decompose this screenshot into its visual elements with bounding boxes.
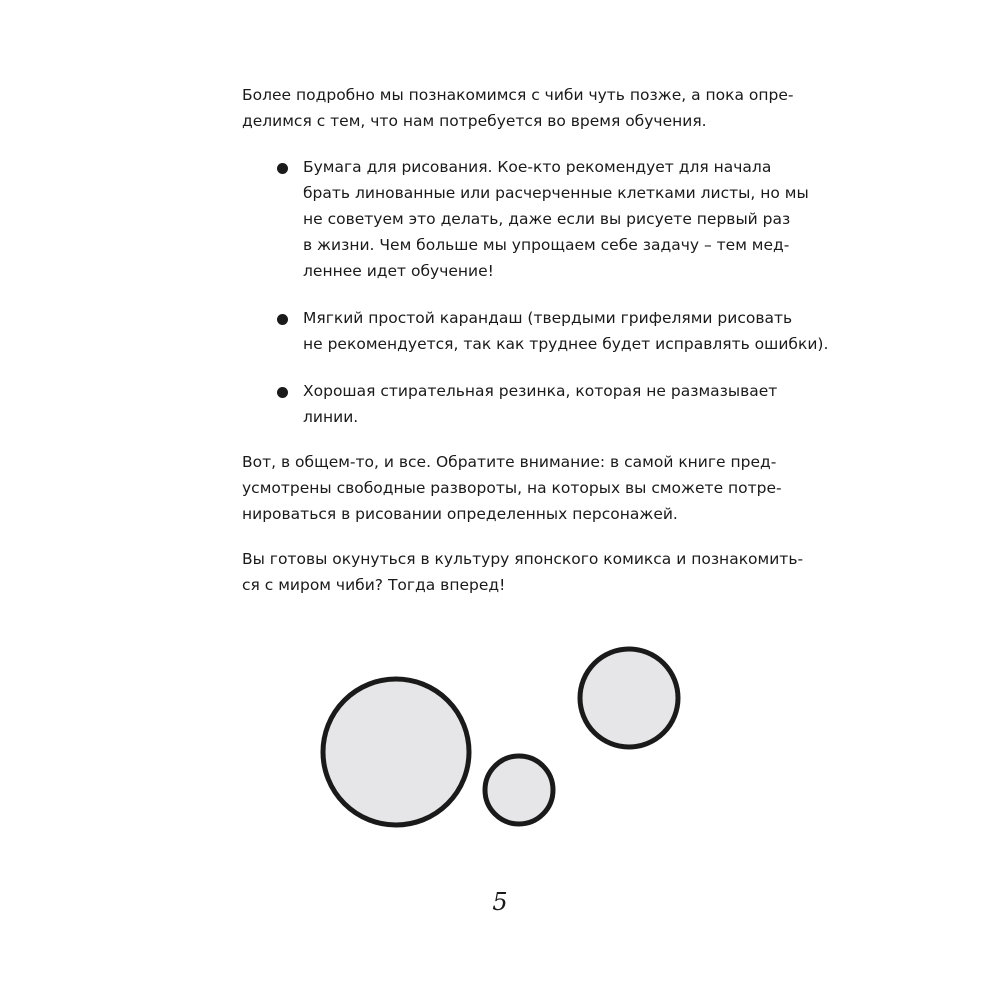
supplies-list <box>242 154 829 430</box>
text-line: не советуем это делать, даже если вы рисуете первый раз <box>303 210 791 228</box>
bullet-icon <box>277 387 288 398</box>
large-circle <box>323 679 469 825</box>
text-line: брать линованные или расчерченные клетками листы, но мы <box>303 184 809 202</box>
text-line: нироваться в рисовании определенных персонажей. <box>242 505 678 523</box>
conclusion-paragraph <box>242 449 782 527</box>
list-item-pencil <box>242 305 829 357</box>
text-line: леннее идет обучение! <box>303 262 494 280</box>
small-circle <box>485 756 553 824</box>
closing-paragraph <box>242 546 804 598</box>
text-line: Бумага для рисования. Кое-кто рекомендует для начала <box>303 158 772 176</box>
text-line: Мягкий простой карандаш (твердыми грифелями рисовать <box>303 309 793 327</box>
text-line: Вы готовы окунуться в культуру японского комикса и познакомить- <box>242 550 804 568</box>
bullet-icon <box>277 163 288 174</box>
text-line: делимся с тем, что нам потребуется во время обучения. <box>242 112 707 130</box>
text-line: Хорошая стирательная резинка, которая не размазывает <box>303 382 778 400</box>
page-text <box>242 82 829 598</box>
text-line: в жизни. Чем больше мы упрощаем себе задачу – тем мед- <box>303 236 790 254</box>
list-item-paper <box>242 154 809 284</box>
text-line: усмотрены свободные развороты, на которых вы сможете потре- <box>242 479 782 497</box>
intro-paragraph <box>242 82 794 134</box>
bullet-icon <box>277 314 288 325</box>
text-line: Вот, в общем-то, и все. Обратите внимание: в самой книге пред- <box>242 453 777 471</box>
text-line: Более подробно мы познакомимся с чиби чуть позже, а пока опре- <box>242 86 794 104</box>
page-number: 5 <box>492 888 508 916</box>
text-line: не рекомендуется, так как труднее будет исправлять ошибки). <box>303 335 829 353</box>
list-item-eraser <box>242 378 782 430</box>
medium-circle <box>580 649 678 747</box>
text-line: линии. <box>303 408 359 426</box>
text-line: ся с миром чиби? Тогда вперед! <box>242 576 506 594</box>
